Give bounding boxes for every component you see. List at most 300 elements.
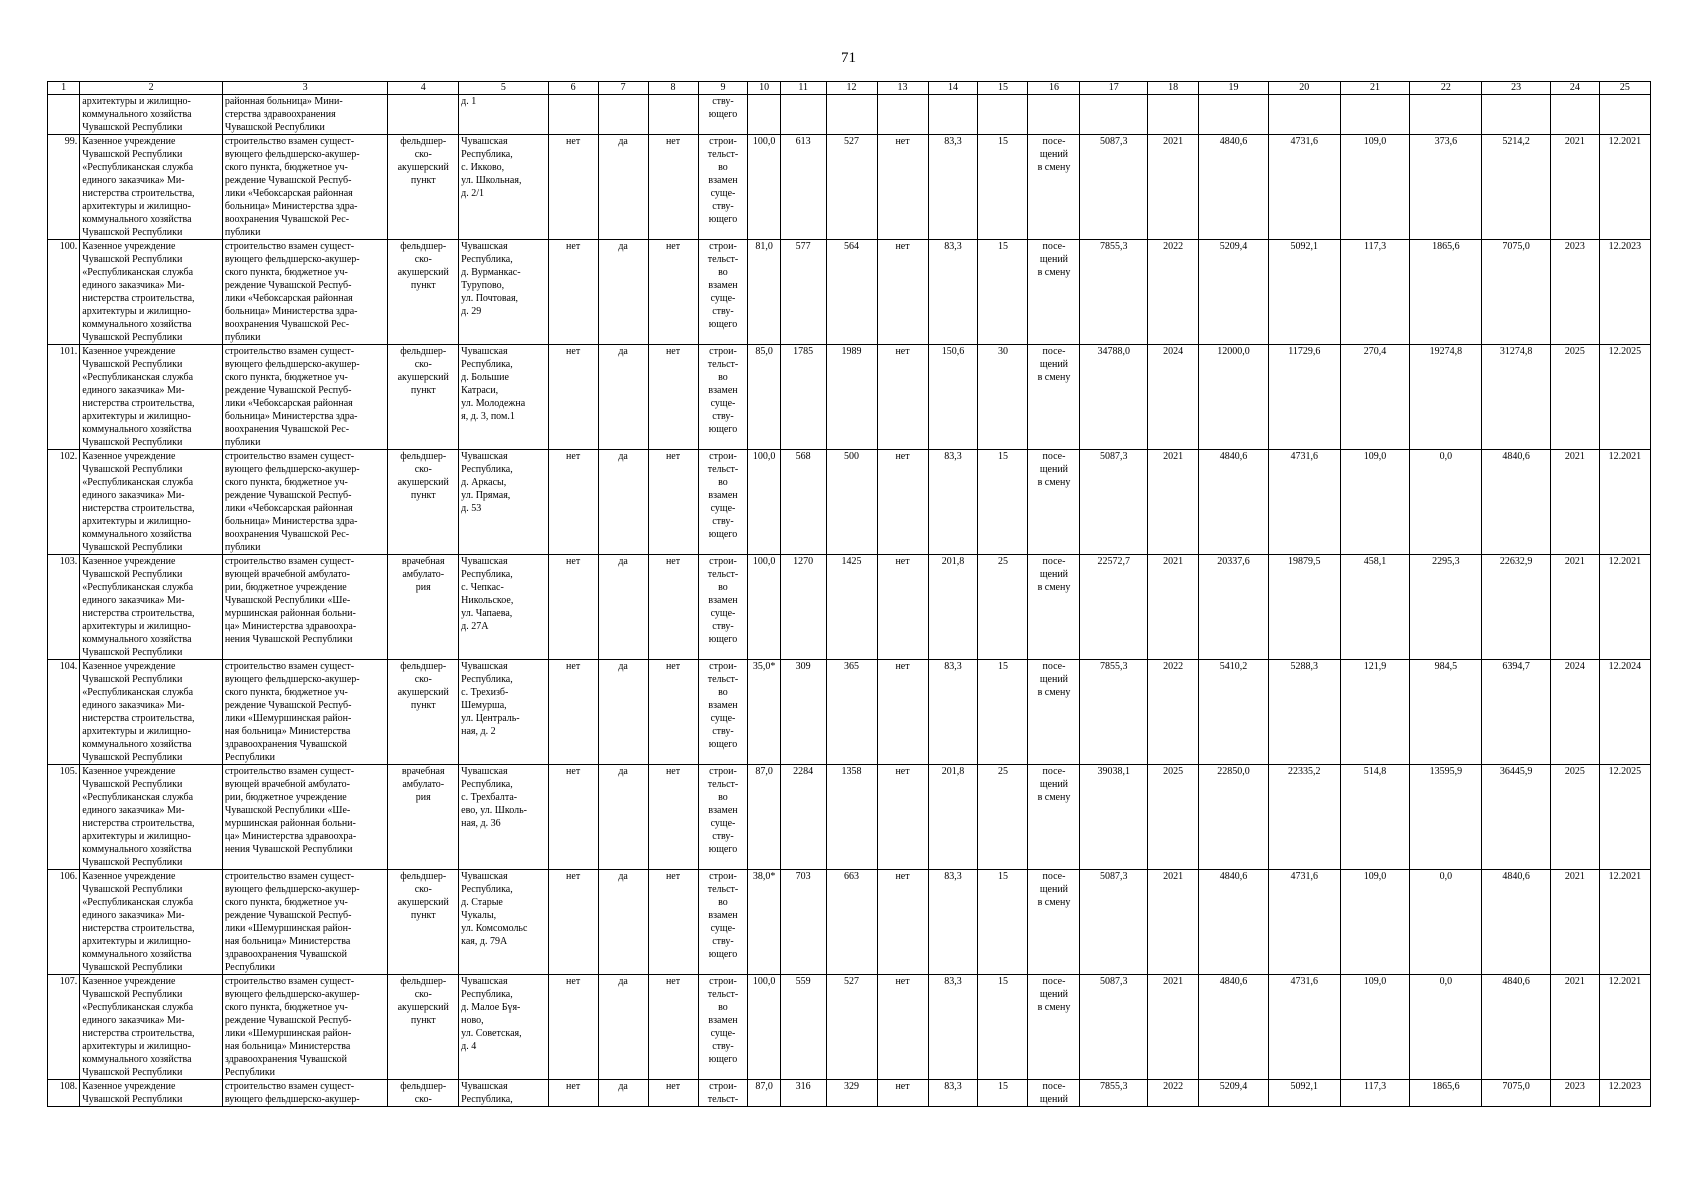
cell-c11: 568 [780,450,826,555]
cell-c8: нет [648,870,698,975]
object-cell: строительство взамен сущест- вующего фельдшерско-акушер- ского пункта, бюджетное уч- реждение Чувашской Респуб- лики «Чебоксарская районная больница» Министерства здра- воохранения Чувашской Рес- публики [222,450,388,555]
cell-c12 [826,95,877,135]
address-cell: Чувашская Республика, д. Аркасы, ул. Прямая, д. 53 [459,450,549,555]
work-type-cell: строи- тельст- во взамен суще- ству- ющего [698,135,748,240]
cell-c6: нет [548,240,598,345]
cell-c13: нет [877,975,928,1080]
cell-c18: 2021 [1148,555,1199,660]
cell-c21: 109,0 [1340,450,1410,555]
object-cell: строительство взамен сущест- вующего фельдшерско-акушер- ского пункта, бюджетное уч- реждение Чувашской Респуб- лики «Шемуршинская район- ная больница» Министерства здравоохранения Чувашской Республики [222,660,388,765]
object-cell: строительство взамен сущест- вующего фельдшерско-акушер- ского пункта, бюджетное уч- реждение Чувашской Респуб- лики «Чебоксарская районная больница» Министерства здра- воохранения Чувашской Рес- публики [222,135,388,240]
cell-c11: 1785 [780,345,826,450]
cell-c25: 12.2021 [1599,975,1650,1080]
cell-c14: 201,8 [928,765,978,870]
capacity-unit-cell: посе- щений в смену [1028,345,1080,450]
cell-c14 [928,95,978,135]
cell-c6: нет [548,660,598,765]
cell-c22: 373,6 [1410,135,1482,240]
cell-c17: 22572,7 [1080,555,1148,660]
cell-c18: 2022 [1148,240,1199,345]
cell-c18: 2021 [1148,870,1199,975]
facility-type-cell [388,95,459,135]
cell-c17: 7855,3 [1080,240,1148,345]
cell-c15: 15 [978,450,1028,555]
cell-c23: 22632,9 [1482,555,1551,660]
cell-c6: нет [548,975,598,1080]
cell-c7: да [598,1080,648,1107]
data-table [47,81,1651,1107]
row-number-cell: 100. [48,240,80,345]
cell-c10: 100,0 [748,135,780,240]
cell-c24: 2023 [1550,240,1599,345]
cell-c23: 6394,7 [1482,660,1551,765]
cell-c10 [748,95,780,135]
cell-c8: нет [648,975,698,1080]
object-cell: строительство взамен сущест- вующей врачебной амбулато- рии, бюджетное учреждение Чувашской Республики «Ше- муршинская районная больни- ца» Министерства здравоохра- нения Чувашской Республики [222,555,388,660]
customer-cell: Казенное учреждение Чувашской Республики «Республиканская служба единого заказчика» Ми- нистерства строительства, архитектуры и жилищно- коммунального хозяйства Чувашской Республики [80,135,223,240]
cell-c17: 5087,3 [1080,135,1148,240]
customer-cell: Казенное учреждение Чувашской Республики «Республиканская служба единого заказчика» Ми- нистерства строительства, архитектуры и жилищно- коммунального хозяйства Чувашской Республики [80,765,223,870]
facility-type-cell: фельдшер- ско- акушерский пункт [388,870,459,975]
cell-c10: 87,0 [748,765,780,870]
cell-c15: 30 [978,345,1028,450]
table-row [48,135,1651,240]
cell-c23 [1482,95,1551,135]
cell-c24: 2025 [1550,345,1599,450]
table-row [48,975,1651,1080]
cell-c20: 19879,5 [1268,555,1340,660]
cell-c15: 15 [978,975,1028,1080]
object-cell: строительство взамен сущест- вующего фельдшерско-акушер- ского пункта, бюджетное уч- реждение Чувашской Респуб- лики «Шемуршинская район- ная больница» Министерства здравоохранения Чувашской Республики [222,870,388,975]
cell-c10: 87,0 [748,1080,780,1107]
column-header: 13 [877,82,928,95]
cell-c21: 121,9 [1340,660,1410,765]
cell-c7: да [598,345,648,450]
cell-c14: 201,8 [928,555,978,660]
work-type-cell: строи- тельст- во взамен суще- ству- ющего [698,345,748,450]
column-header: 25 [1599,82,1650,95]
address-cell: Чувашская Республика, д. Вурманкас- Турупово, ул. Почтовая, д. 29 [459,240,549,345]
facility-type-cell: фельдшер- ско- акушерский пункт [388,450,459,555]
customer-cell: Казенное учреждение Чувашской Республики «Республиканская служба единого заказчика» Ми- нистерства строительства, архитектуры и жилищно- коммунального хозяйства Чувашской Республики [80,345,223,450]
address-cell: Чувашская Республика, [459,1080,549,1107]
cell-c24: 2023 [1550,1080,1599,1107]
cell-c24: 2021 [1550,450,1599,555]
capacity-unit-cell: посе- щений в смену [1028,975,1080,1080]
cell-c10: 100,0 [748,555,780,660]
cell-c13: нет [877,240,928,345]
cell-c11: 613 [780,135,826,240]
cell-c11: 316 [780,1080,826,1107]
cell-c15: 25 [978,765,1028,870]
cell-c17: 7855,3 [1080,1080,1148,1107]
cell-c19: 5209,4 [1199,1080,1269,1107]
cell-c13: нет [877,1080,928,1107]
customer-cell: Казенное учреждение Чувашской Республики [80,1080,223,1107]
facility-type-cell: фельдшер- ско- акушерский пункт [388,345,459,450]
cell-c18: 2021 [1148,975,1199,1080]
cell-c8 [648,95,698,135]
cell-c25: 12.2025 [1599,345,1650,450]
cell-c21 [1340,95,1410,135]
cell-c19: 20337,6 [1199,555,1269,660]
cell-c23: 31274,8 [1482,345,1551,450]
cell-c19: 4840,6 [1199,135,1269,240]
cell-c8: нет [648,765,698,870]
column-header: 23 [1482,82,1551,95]
cell-c24: 2021 [1550,135,1599,240]
cell-c24 [1550,95,1599,135]
header-row [48,82,1651,95]
cell-c8: нет [648,1080,698,1107]
object-cell: строительство взамен сущест- вующей врачебной амбулато- рии, бюджетное учреждение Чувашской Республики «Ше- муршинская районная больни- ца» Министерства здравоохра- нения Чувашской Республики [222,765,388,870]
cell-c20: 4731,6 [1268,135,1340,240]
cell-c25: 12.2023 [1599,1080,1650,1107]
cell-c14: 150,6 [928,345,978,450]
cell-c22 [1410,95,1482,135]
cell-c25: 12.2021 [1599,870,1650,975]
cell-c18: 2021 [1148,450,1199,555]
cell-c24: 2025 [1550,765,1599,870]
capacity-unit-cell: посе- щений в смену [1028,450,1080,555]
cell-c22: 13595,9 [1410,765,1482,870]
cell-c23: 4840,6 [1482,975,1551,1080]
cell-c8: нет [648,135,698,240]
facility-type-cell: фельдшер- ско- акушерский пункт [388,240,459,345]
cell-c14: 83,3 [928,240,978,345]
cell-c19: 22850,0 [1199,765,1269,870]
cell-c18: 2025 [1148,765,1199,870]
cell-c21: 117,3 [1340,240,1410,345]
cell-c19: 4840,6 [1199,870,1269,975]
column-header: 14 [928,82,978,95]
cell-c12: 564 [826,240,877,345]
facility-type-cell: врачебная амбулато- рия [388,555,459,660]
cell-c10: 85,0 [748,345,780,450]
cell-c24: 2021 [1550,555,1599,660]
cell-c17: 34788,0 [1080,345,1148,450]
cell-c17: 5087,3 [1080,975,1148,1080]
work-type-cell: строи- тельст- [698,1080,748,1107]
cell-c12: 1358 [826,765,877,870]
row-number-cell: 108. [48,1080,80,1107]
cell-c12: 663 [826,870,877,975]
cell-c22: 19274,8 [1410,345,1482,450]
capacity-unit-cell: посе- щений в смену [1028,555,1080,660]
cell-c12: 527 [826,135,877,240]
cell-c19: 12000,0 [1199,345,1269,450]
cell-c11: 703 [780,870,826,975]
cell-c20: 4731,6 [1268,975,1340,1080]
cell-c6: нет [548,1080,598,1107]
row-number-cell [48,95,80,135]
cell-c11 [780,95,826,135]
cell-c14: 83,3 [928,870,978,975]
cell-c7: да [598,450,648,555]
cell-c24: 2024 [1550,660,1599,765]
cell-c10: 38,0* [748,870,780,975]
work-type-cell: строи- тельст- во взамен суще- ству- ющего [698,870,748,975]
column-header: 22 [1410,82,1482,95]
cell-c6: нет [548,345,598,450]
address-cell: Чувашская Республика, д. Старые Чукалы, ул. Комсомольс кая, д. 79А [459,870,549,975]
column-header: 24 [1550,82,1599,95]
facility-type-cell: фельдшер- ско- акушерский пункт [388,135,459,240]
table-body [48,95,1651,1107]
cell-c21: 514,8 [1340,765,1410,870]
cell-c20: 5288,3 [1268,660,1340,765]
row-number-cell: 103. [48,555,80,660]
column-header: 4 [388,82,459,95]
cell-c21: 117,3 [1340,1080,1410,1107]
cell-c20: 5092,1 [1268,1080,1340,1107]
cell-c11: 2284 [780,765,826,870]
column-header: 18 [1148,82,1199,95]
cell-c11: 577 [780,240,826,345]
cell-c8: нет [648,240,698,345]
cell-c23: 4840,6 [1482,870,1551,975]
cell-c20: 11729,6 [1268,345,1340,450]
cell-c8: нет [648,345,698,450]
cell-c7 [598,95,648,135]
table-row [48,345,1651,450]
work-type-cell: строи- тельст- во взамен суще- ству- ющего [698,240,748,345]
column-header: 20 [1268,82,1340,95]
cell-c11: 559 [780,975,826,1080]
cell-c23: 5214,2 [1482,135,1551,240]
customer-cell: Казенное учреждение Чувашской Республики «Республиканская служба единого заказчика» Ми- нистерства строительства, архитектуры и жилищно- коммунального хозяйства Чувашской Республики [80,240,223,345]
cell-c13: нет [877,450,928,555]
cell-c18: 2022 [1148,1080,1199,1107]
cell-c7: да [598,870,648,975]
cell-c17: 5087,3 [1080,450,1148,555]
capacity-unit-cell: посе- щений в смену [1028,135,1080,240]
cell-c7: да [598,975,648,1080]
cell-c13: нет [877,555,928,660]
cell-c6: нет [548,135,598,240]
cell-c19: 5209,4 [1199,240,1269,345]
cell-c17 [1080,95,1148,135]
cell-c7: да [598,240,648,345]
cell-c25: 12.2024 [1599,660,1650,765]
cell-c22: 1865,6 [1410,240,1482,345]
capacity-unit-cell: посе- щений в смену [1028,765,1080,870]
address-cell: Чувашская Республика, д. Большие Катраси, ул. Молодежна я, д. 3, пом.1 [459,345,549,450]
cell-c7: да [598,135,648,240]
column-header: 19 [1199,82,1269,95]
cell-c18 [1148,95,1199,135]
cell-c23: 7075,0 [1482,1080,1551,1107]
cell-c20: 5092,1 [1268,240,1340,345]
work-type-cell: строи- тельст- во взамен суще- ству- ющего [698,765,748,870]
cell-c13 [877,95,928,135]
cell-c12: 527 [826,975,877,1080]
cell-c21: 109,0 [1340,870,1410,975]
cell-c22: 984,5 [1410,660,1482,765]
cell-c11: 309 [780,660,826,765]
cell-c6 [548,95,598,135]
column-header: 3 [222,82,388,95]
cell-c7: да [598,765,648,870]
address-cell: Чувашская Республика, с. Икково, ул. Школьная, д. 2/1 [459,135,549,240]
customer-cell: Казенное учреждение Чувашской Республики «Республиканская служба единого заказчика» Ми- нистерства строительства, архитектуры и жилищно- коммунального хозяйства Чувашской Республики [80,975,223,1080]
cell-c21: 109,0 [1340,135,1410,240]
customer-cell: Казенное учреждение Чувашской Республики «Республиканская служба единого заказчика» Ми- нистерства строительства, архитектуры и жилищно- коммунального хозяйства Чувашской Республики [80,450,223,555]
address-cell: Чувашская Республика, с. Трехизб- Шемурша, ул. Централь- ная, д. 2 [459,660,549,765]
cell-c14: 83,3 [928,135,978,240]
cell-c10: 35,0* [748,660,780,765]
object-cell: строительство взамен сущест- вующего фельдшерско-акушер- [222,1080,388,1107]
page-number: 71 [841,50,856,66]
column-header: 21 [1340,82,1410,95]
cell-c10: 100,0 [748,450,780,555]
cell-c12: 500 [826,450,877,555]
cell-c14: 83,3 [928,660,978,765]
cell-c13: нет [877,660,928,765]
cell-c14: 83,3 [928,975,978,1080]
cell-c15: 25 [978,555,1028,660]
cell-c25: 12.2021 [1599,555,1650,660]
column-header: 7 [598,82,648,95]
cell-c12: 365 [826,660,877,765]
customer-cell: Казенное учреждение Чувашской Республики «Республиканская служба единого заказчика» Ми- нистерства строительства, архитектуры и жилищно- коммунального хозяйства Чувашской Республики [80,870,223,975]
cell-c19: 4840,6 [1199,975,1269,1080]
cell-c20: 4731,6 [1268,450,1340,555]
row-number-cell: 102. [48,450,80,555]
cell-c25: 12.2025 [1599,765,1650,870]
cell-c8: нет [648,660,698,765]
cell-c21: 109,0 [1340,975,1410,1080]
facility-type-cell: фельдшер- ско- акушерский пункт [388,660,459,765]
work-type-cell: строи- тельст- во взамен суще- ству- ющего [698,555,748,660]
cell-c13: нет [877,765,928,870]
work-type-cell: строи- тельст- во взамен суще- ству- ющего [698,660,748,765]
cell-c22: 1865,6 [1410,1080,1482,1107]
work-type-cell: ству- ющего [698,95,748,135]
cell-c15: 15 [978,660,1028,765]
column-header: 1 [48,82,80,95]
table-row [48,660,1651,765]
cell-c17: 39038,1 [1080,765,1148,870]
row-number-cell: 106. [48,870,80,975]
cell-c21: 270,4 [1340,345,1410,450]
column-header: 10 [748,82,780,95]
object-cell: строительство взамен сущест- вующего фельдшерско-акушер- ского пункта, бюджетное уч- реждение Чувашской Респуб- лики «Чебоксарская районная больница» Министерства здра- воохранения Чувашской Рес- публики [222,345,388,450]
cell-c8: нет [648,450,698,555]
cell-c12: 1425 [826,555,877,660]
cell-c15: 15 [978,1080,1028,1107]
cell-c14: 83,3 [928,450,978,555]
cell-c19: 4840,6 [1199,450,1269,555]
cell-c12: 1989 [826,345,877,450]
facility-type-cell: врачебная амбулато- рия [388,765,459,870]
cell-c20: 4731,6 [1268,870,1340,975]
customer-cell: Казенное учреждение Чувашской Республики «Республиканская служба единого заказчика» Ми- нистерства строительства, архитектуры и жилищно- коммунального хозяйства Чувашской Республики [80,660,223,765]
cell-c22: 0,0 [1410,450,1482,555]
cell-c6: нет [548,555,598,660]
capacity-unit-cell: посе- щений в смену [1028,870,1080,975]
facility-type-cell: фельдшер- ско- акушерский пункт [388,975,459,1080]
column-header: 6 [548,82,598,95]
table-row [48,450,1651,555]
cell-c15: 15 [978,135,1028,240]
cell-c23: 4840,6 [1482,450,1551,555]
cell-c20 [1268,95,1340,135]
table-row [48,870,1651,975]
column-header: 9 [698,82,748,95]
capacity-unit-cell [1028,95,1080,135]
table-row [48,555,1651,660]
cell-c19: 5410,2 [1199,660,1269,765]
column-header: 17 [1080,82,1148,95]
row-number-cell: 107. [48,975,80,1080]
customer-cell: Казенное учреждение Чувашской Республики «Республиканская служба единого заказчика» Ми- нистерства строительства, архитектуры и жилищно- коммунального хозяйства Чувашской Республики [80,555,223,660]
cell-c20: 22335,2 [1268,765,1340,870]
cell-c10: 100,0 [748,975,780,1080]
row-number-cell: 99. [48,135,80,240]
work-type-cell: строи- тельст- во взамен суще- ству- ющего [698,450,748,555]
cell-c14: 83,3 [928,1080,978,1107]
cell-c24: 2021 [1550,870,1599,975]
cell-c25: 12.2023 [1599,240,1650,345]
cell-c11: 1270 [780,555,826,660]
cell-c15: 15 [978,870,1028,975]
cell-c15 [978,95,1028,135]
column-header: 2 [80,82,223,95]
cell-c25: 12.2021 [1599,450,1650,555]
cell-c8: нет [648,555,698,660]
row-number-cell: 105. [48,765,80,870]
cell-c7: да [598,555,648,660]
table-row [48,1080,1651,1107]
cell-c6: нет [548,450,598,555]
cell-c13: нет [877,135,928,240]
table-row [48,240,1651,345]
column-header: 16 [1028,82,1080,95]
column-header: 12 [826,82,877,95]
address-cell: Чувашская Республика, д. Малое Бүя- ново, ул. Советская, д. 4 [459,975,549,1080]
facility-type-cell: фельдшер- ско- [388,1080,459,1107]
work-type-cell: строи- тельст- во взамен суще- ству- ющего [698,975,748,1080]
cell-c22: 2295,3 [1410,555,1482,660]
cell-c23: 7075,0 [1482,240,1551,345]
address-cell: Чувашская Республика, с. Чепкас- Никольское, ул. Чапаева, д. 27А [459,555,549,660]
cell-c23: 36445,9 [1482,765,1551,870]
column-header: 8 [648,82,698,95]
cell-c6: нет [548,765,598,870]
object-cell: строительство взамен сущест- вующего фельдшерско-акушер- ского пункта, бюджетное уч- реждение Чувашской Респуб- лики «Чебоксарская районная больница» Министерства здра- воохранения Чувашской Рес- публики [222,240,388,345]
cell-c18: 2021 [1148,135,1199,240]
column-header: 11 [780,82,826,95]
cell-c13: нет [877,345,928,450]
cell-c15: 15 [978,240,1028,345]
cell-c17: 7855,3 [1080,660,1148,765]
customer-cell: архитектуры и жилищно- коммунального хозяйства Чувашской Республики [80,95,223,135]
column-header: 5 [459,82,549,95]
cell-c10: 81,0 [748,240,780,345]
cell-c25: 12.2021 [1599,135,1650,240]
cell-c18: 2022 [1148,660,1199,765]
cell-c12: 329 [826,1080,877,1107]
cell-c25 [1599,95,1650,135]
cell-c24: 2021 [1550,975,1599,1080]
capacity-unit-cell: посе- щений в смену [1028,240,1080,345]
object-cell: строительство взамен сущест- вующего фельдшерско-акушер- ского пункта, бюджетное уч- реждение Чувашской Респуб- лики «Шемуршинская район- ная больница» Министерства здравоохранения Чувашской Республики [222,975,388,1080]
column-header: 15 [978,82,1028,95]
table-row [48,765,1651,870]
row-number-cell: 101. [48,345,80,450]
address-cell: д. 1 [459,95,549,135]
